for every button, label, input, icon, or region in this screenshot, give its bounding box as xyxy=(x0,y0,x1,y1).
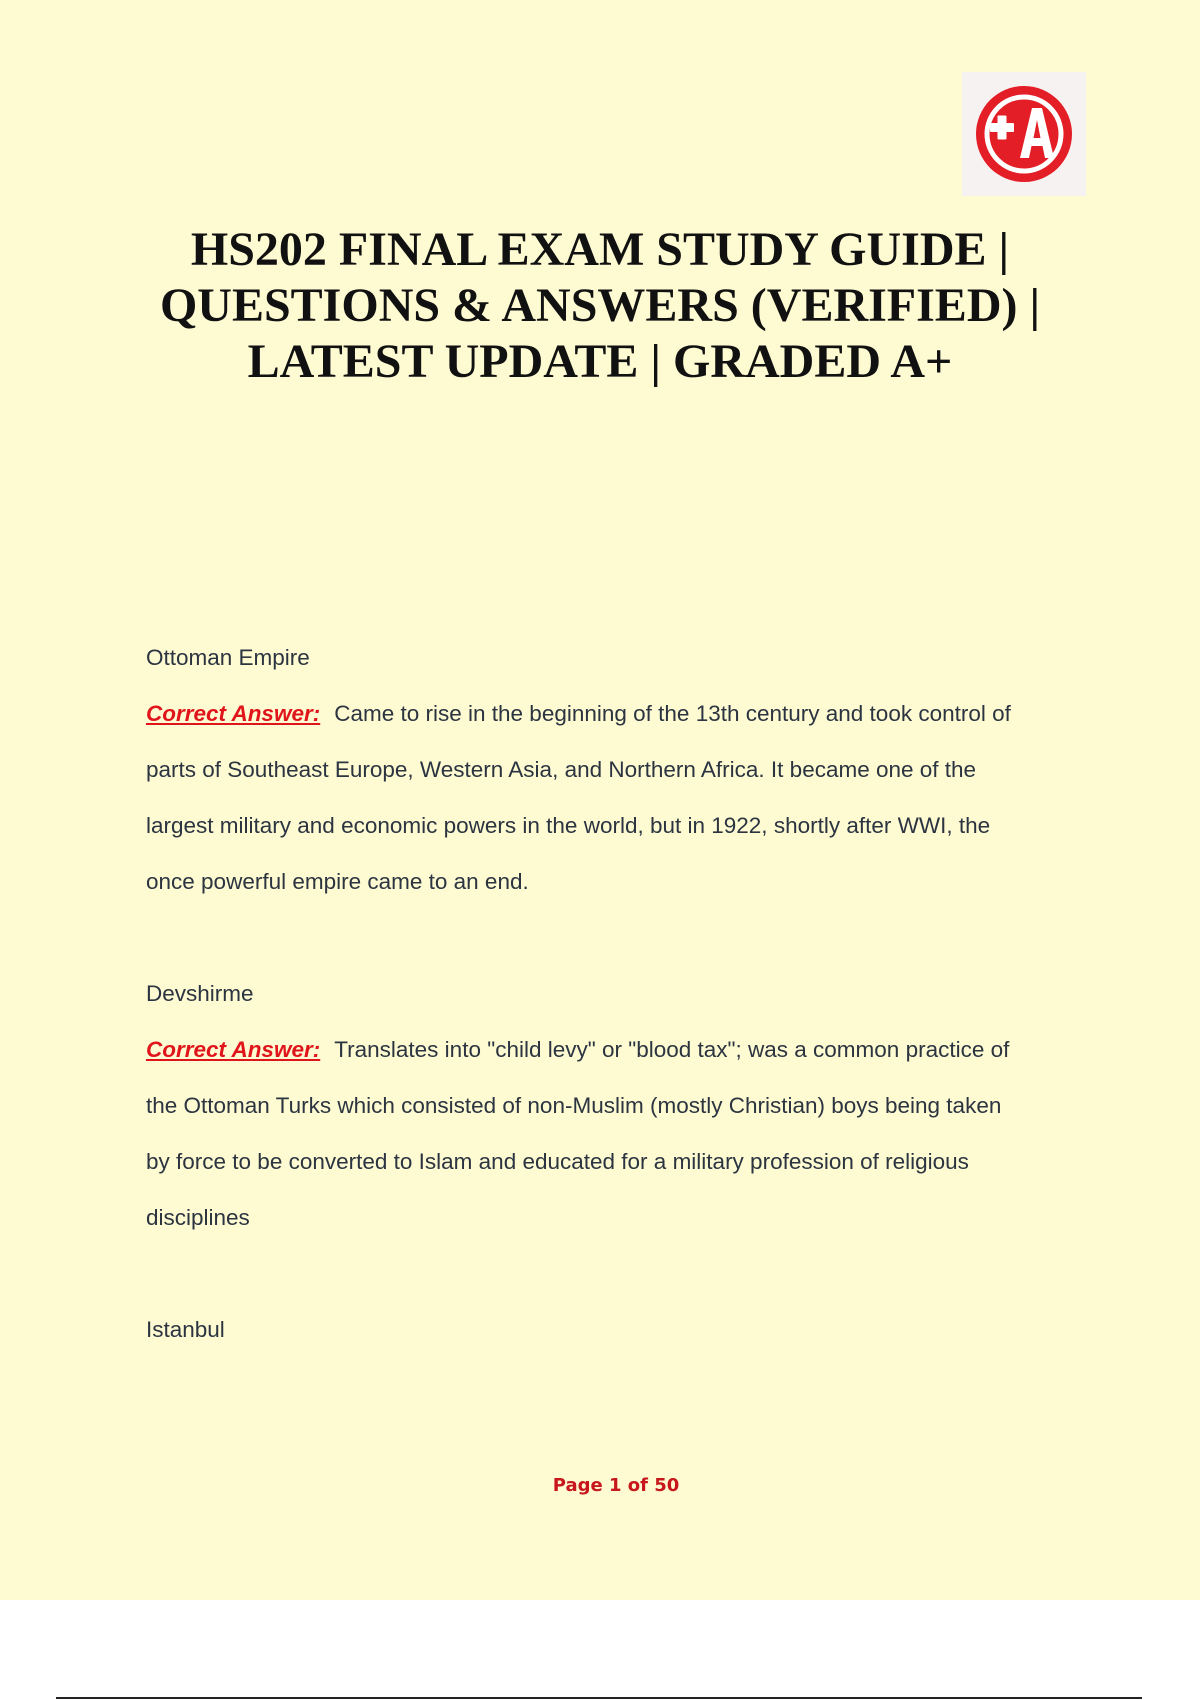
bottom-divider xyxy=(56,1697,1142,1699)
answer-line: disciplines xyxy=(146,1205,250,1230)
document-title xyxy=(100,222,1100,390)
answer-line: once powerful empire came to an end. xyxy=(146,869,529,894)
answer-line: by force to be converted to Islam and educated for a military profession of religious xyxy=(146,1149,969,1174)
answer-line: largest military and economic powers in the world, but in 1922, shortly after WWI, the xyxy=(146,813,991,838)
answer-line xyxy=(146,686,1086,742)
title-line: LATEST UPDATE | GRADED A+ xyxy=(247,335,953,388)
page-number: Page 1 of 50 xyxy=(552,1475,680,1496)
plus-a-grade-logo-icon xyxy=(962,72,1086,196)
question-term: Devshirme xyxy=(146,981,254,1006)
grade-logo xyxy=(962,72,1086,196)
answer-line: the Ottoman Turks which consisted of non-Muslim (mostly Christian) boys being taken xyxy=(146,1093,1002,1118)
answer-line xyxy=(146,1022,1086,1078)
title-line: HS202 FINAL EXAM STUDY GUIDE | xyxy=(190,223,1010,276)
answer-text: Translates into "child levy" or "blood tax"; was a common practice of xyxy=(334,1037,1010,1062)
answer-line: parts of Southeast Europe, Western Asia, and Northern Africa. It became one of the xyxy=(146,757,977,782)
answer-text: Came to rise in the beginning of the 13th century and took control of xyxy=(334,701,1011,726)
question-term: Ottoman Empire xyxy=(146,645,310,670)
correct-answer-label: Correct Answer: xyxy=(146,1037,321,1062)
qa-entry xyxy=(146,966,1086,1246)
qa-entry xyxy=(146,630,1086,910)
question-term: Istanbul xyxy=(146,1317,225,1342)
correct-answer-label: Correct Answer: xyxy=(146,701,321,726)
title-line: QUESTIONS & ANSWERS (VERIFIED) | xyxy=(159,279,1041,332)
qa-entry xyxy=(146,1302,1086,1358)
qa-content xyxy=(146,630,1086,1414)
